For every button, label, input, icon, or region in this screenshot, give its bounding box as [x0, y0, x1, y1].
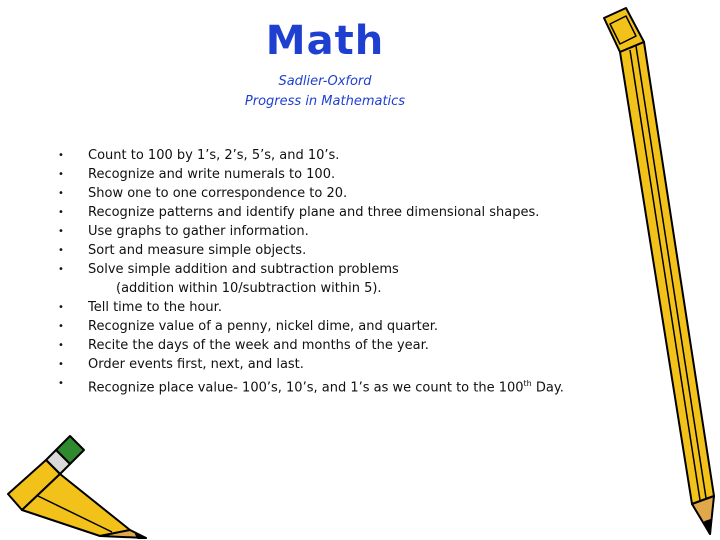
- list-item-text: Recognize patterns and identify plane and three dimensional shapes.: [88, 205, 540, 220]
- subtitle-program: Progress in Mathematics: [244, 94, 406, 109]
- bullet: •: [58, 169, 64, 180]
- pencil-icon-bottom-left: [0, 430, 150, 540]
- list-item: [58, 317, 658, 336]
- bullet: •: [58, 226, 64, 237]
- list-item: [58, 203, 658, 222]
- list-item: [58, 165, 658, 184]
- page-title: Math: [265, 18, 385, 64]
- pencil-icon-top-right: [596, 4, 720, 536]
- bullet: •: [58, 321, 64, 332]
- list-item: [58, 260, 658, 279]
- list-item-text: Recognize value of a penny, nickel dime, and quarter.: [88, 319, 439, 334]
- subtitle-publisher: Sadlier-Oxford: [278, 74, 372, 89]
- list-item-text: Count to 100 by 1’s, 2’s, 5’s, and 10’s.: [88, 148, 340, 163]
- bullet: •: [58, 264, 64, 275]
- bullet: •: [58, 359, 64, 370]
- bullet: •: [58, 150, 64, 161]
- list-item-suffix: Day.: [531, 380, 564, 396]
- bullet: •: [58, 302, 64, 313]
- list-item-text: Sort and measure simple objects.: [88, 243, 307, 258]
- list-item: [58, 355, 658, 374]
- list-item-text: Order events first, next, and last.: [88, 357, 304, 372]
- list-item: [58, 241, 658, 260]
- bullet: •: [58, 245, 64, 256]
- superscript: th: [523, 379, 532, 388]
- bullet: •: [58, 188, 64, 199]
- list-item: [58, 184, 658, 203]
- bullet: •: [58, 378, 64, 389]
- bullet: •: [58, 340, 64, 351]
- list-item-text: Use graphs to gather information.: [88, 224, 309, 239]
- objectives-list: [58, 146, 658, 397]
- list-item-text: Tell time to the hour.: [88, 300, 222, 315]
- bullet: •: [58, 207, 64, 218]
- list-item-text: Recognize place value- 100’s, 10’s, and 1’s as we count to the 100: [88, 380, 524, 396]
- list-item-text: Show one to one correspondence to 20.: [88, 186, 348, 201]
- list-item: [58, 298, 658, 317]
- list-item-continuation: (addition within 10/subtraction within 5).: [116, 281, 382, 296]
- list-item-text: Recite the days of the week and months of the year.: [88, 338, 429, 353]
- list-item-text: Recognize and write numerals to 100.: [88, 167, 336, 182]
- list-item: [58, 222, 658, 241]
- list-item: [58, 336, 658, 355]
- list-item-text: Solve simple addition and subtraction problems: [88, 262, 399, 277]
- list-item: [58, 374, 658, 397]
- list-item: [58, 146, 658, 165]
